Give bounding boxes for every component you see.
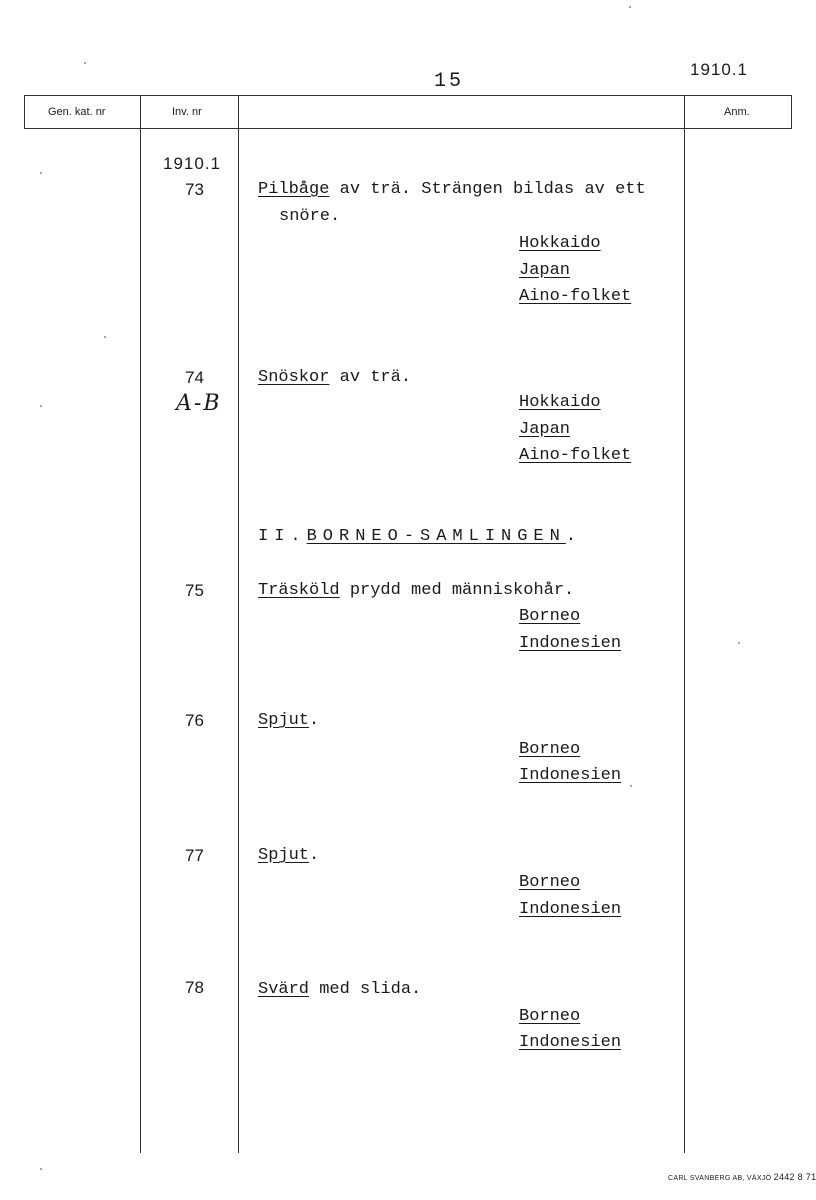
- place-country: Indonesien: [519, 766, 622, 785]
- inv-number-74: 74: [185, 368, 204, 387]
- place-region: Borneo: [519, 873, 581, 892]
- right-border: [791, 95, 792, 129]
- place-people: Aino-folket: [519, 446, 632, 465]
- inv-number-78: 78: [185, 978, 204, 997]
- entry-description-continued: snöre.: [279, 207, 341, 226]
- entry-description: [258, 368, 411, 387]
- object-name: Pilbåge: [258, 180, 330, 199]
- scan-speck: [104, 336, 106, 338]
- column-divider-2: [238, 95, 239, 1153]
- collection-number: 1910.1: [690, 60, 748, 79]
- scan-speck: [40, 1168, 42, 1170]
- object-name: Svärd: [258, 980, 310, 999]
- printer-imprint: [668, 1172, 816, 1182]
- scan-speck: [40, 405, 42, 407]
- object-name: Träsköld: [258, 581, 340, 600]
- object-description: av trä.: [329, 368, 412, 387]
- place-country: Japan: [519, 420, 571, 439]
- handwritten-annotation: A-B: [176, 391, 222, 416]
- place-region: Borneo: [519, 740, 581, 759]
- inv-number-77: 77: [185, 846, 204, 865]
- entry-description: [258, 846, 319, 865]
- scan-speck: [630, 785, 632, 787]
- place-country: Indonesien: [519, 1033, 622, 1052]
- section-heading: [258, 527, 582, 546]
- entry-description: [258, 711, 319, 730]
- place-region: Hokkaido: [519, 393, 601, 412]
- place-country: Indonesien: [519, 900, 622, 919]
- column-header-inv-nr: Inv. nr: [172, 106, 202, 118]
- inv-number-76: 76: [185, 711, 204, 730]
- object-description: med slida.: [309, 980, 422, 999]
- entry-description: [258, 581, 574, 600]
- printer-code: 2442 8 71: [773, 1172, 816, 1182]
- entry-description: [258, 980, 421, 999]
- printer-name: CARL SVANBERG AB, VÄXJÖ: [668, 1175, 772, 1182]
- column-divider-3: [684, 95, 685, 1153]
- inv-number-75: 75: [185, 581, 204, 600]
- left-border: [24, 95, 25, 129]
- column-divider-1: [140, 95, 141, 1153]
- section-prefix: II.: [258, 527, 307, 546]
- object-description: prydd med människohår.: [339, 581, 575, 600]
- place-region: Borneo: [519, 1007, 581, 1026]
- object-name: Snöskor: [258, 368, 330, 387]
- object-description: .: [309, 846, 320, 865]
- scan-speck: [738, 642, 740, 644]
- object-description: av trä. Strängen bildas av ett: [329, 180, 646, 199]
- scan-speck: [84, 62, 86, 64]
- place-region: Hokkaido: [519, 234, 601, 253]
- column-header-anm: Anm.: [724, 106, 750, 118]
- place-region: Borneo: [519, 607, 581, 626]
- column-header-gen-kat-nr: Gen. kat. nr: [48, 106, 106, 118]
- section-title: BORNEO-SAMLINGEN: [306, 527, 566, 546]
- page-number: 15: [434, 70, 465, 93]
- inventory-prefix: 1910.1: [163, 154, 221, 173]
- entry-description: [258, 180, 646, 199]
- object-description: .: [309, 711, 320, 730]
- section-suffix: .: [565, 527, 583, 546]
- object-name: Spjut: [258, 711, 310, 730]
- scan-speck: [629, 6, 631, 8]
- place-country: Japan: [519, 261, 571, 280]
- place-country: Indonesien: [519, 634, 622, 653]
- place-people: Aino-folket: [519, 287, 632, 306]
- scan-speck: [40, 172, 42, 174]
- inv-number-73: 73: [185, 180, 204, 199]
- object-name: Spjut: [258, 846, 310, 865]
